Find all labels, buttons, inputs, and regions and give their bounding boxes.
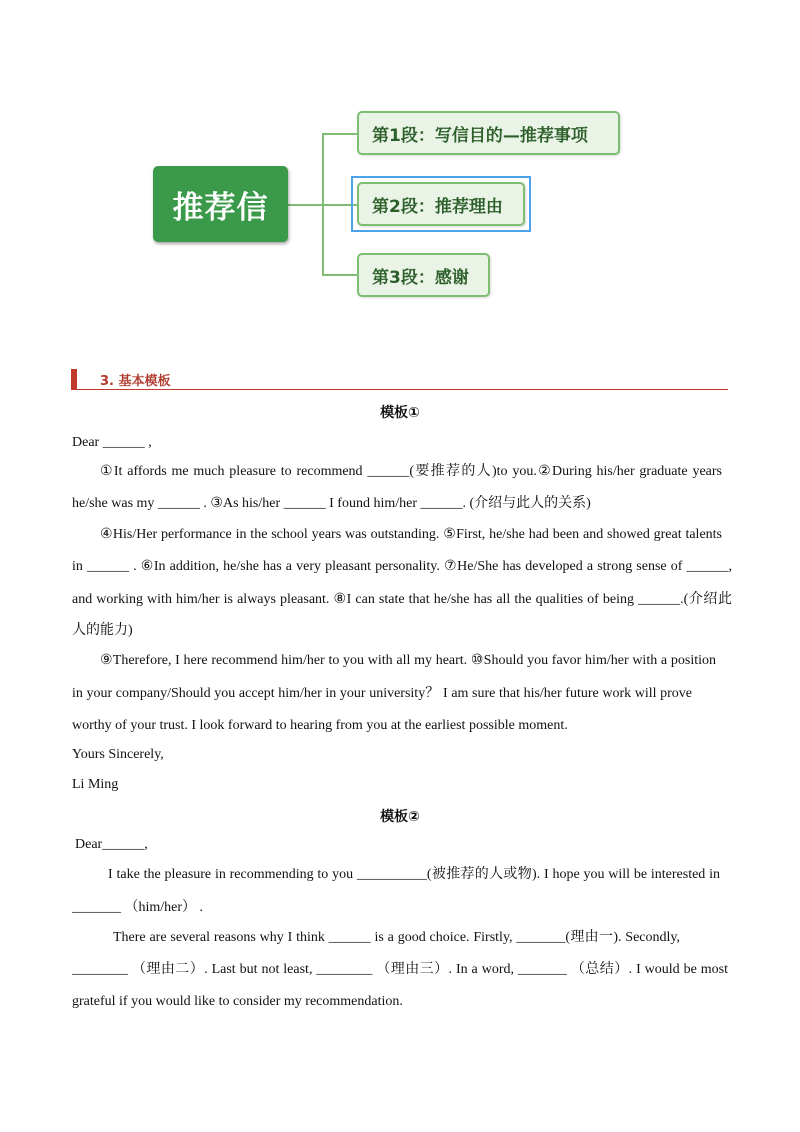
mindmap-branch-paragraph-2[interactable]: 第2段：推荐理由 xyxy=(357,182,525,226)
template-2-salutation: Dear______, xyxy=(75,837,148,852)
template-1-line: 人的能力) xyxy=(72,623,133,638)
template-2-line: There are several reasons why I think ______ is a good choice. Firstly, _______(理由一). Secondly, xyxy=(113,930,680,945)
template-1-line: and working with him/her is always pleasant. ⑧I can state that he/she has all the qualities of being ______.(介绍此 xyxy=(72,592,732,607)
template-2-title: 模板② xyxy=(380,809,420,825)
template-2-line: ________ （理由二）. Last but not least, ________ （理由三）. In a word, _______ （总结）. I would be most xyxy=(72,962,728,977)
template-2-line: I take the pleasure in recommending to you __________(被推荐的人或物). I hope you will be interested in xyxy=(108,867,720,882)
mind-map xyxy=(0,0,800,330)
template-1-line: in your company/Should you accept him/her in your university？ I am sure that his/her future work will prove xyxy=(72,686,692,701)
template-2-line: grateful if you would like to consider my recommendation. xyxy=(72,994,403,1009)
template-1-line: worthy of your trust. I look forward to hearing from you at the earliest possible moment. xyxy=(72,718,568,733)
template-1-salutation: Dear ______ , xyxy=(72,435,152,450)
section-heading: 3. 基本模板 xyxy=(100,374,171,389)
template-1-line: he/she was my ______ . ③As his/her ______ I found him/her ______. (介绍与此人的关系) xyxy=(72,496,591,511)
mindmap-branch-paragraph-3[interactable]: 第3段：感谢 xyxy=(357,253,490,297)
mindmap-branch-paragraph-1[interactable]: 第1段：写信目的—推荐事项 xyxy=(357,111,620,155)
connector-branch-1 xyxy=(322,133,357,135)
section-divider xyxy=(71,389,728,390)
template-1-line: ④His/Her performance in the school years was outstanding. ⑤First, he/she had been and showed great talents xyxy=(100,527,722,542)
template-1-signature: Li Ming xyxy=(72,777,119,792)
connector-trunk xyxy=(288,204,324,206)
template-2-line: _______ （him/her） . xyxy=(72,900,204,915)
template-1-line: ⑨Therefore, I here recommend him/her to you with all my heart. ⑩Should you favor him/her with a position xyxy=(100,653,716,668)
connector-branch-3 xyxy=(322,274,357,276)
template-1-closing: Yours Sincerely, xyxy=(72,747,164,762)
template-1-line: in ______ . ⑥In addition, he/she has a very pleasant personality. ⑦He/She has developed a strong sense of ______, xyxy=(72,559,732,574)
template-1-line: ①It affords me much pleasure to recommend ______(要推荐的人)to you.②During his/her graduate years xyxy=(100,464,722,479)
mindmap-root-node[interactable]: 推荐信 xyxy=(153,166,288,242)
template-1-title: 模板① xyxy=(380,405,420,421)
section-marker xyxy=(71,369,77,389)
